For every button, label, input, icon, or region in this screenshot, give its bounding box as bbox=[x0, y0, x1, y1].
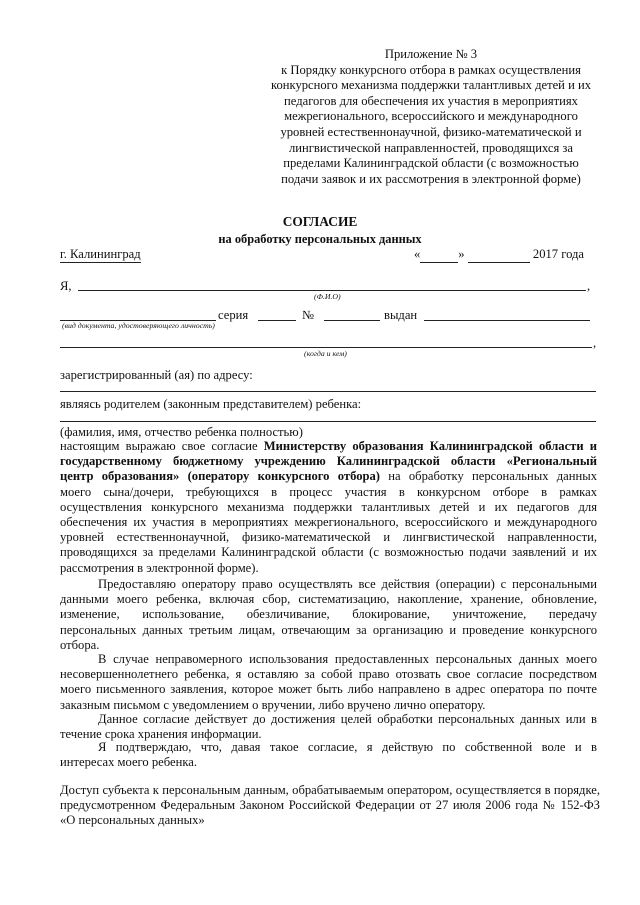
child-hint: (фамилия, имя, отчество ребенка полностью) bbox=[60, 425, 303, 439]
confirm-line: Я подтверждаю, что, давая такое согласие, я действую по собственной воле и в bbox=[98, 740, 597, 754]
year-label: 2017 года bbox=[532, 247, 585, 261]
appendix-line: к Порядку конкурсного отбора в рамках осуществления bbox=[281, 62, 581, 77]
appendix-line: педагогов для обеспечения их участия в мероприятиях bbox=[284, 93, 578, 108]
validity-paragraph bbox=[60, 712, 597, 742]
document-title: СОГЛАСИЕ bbox=[282, 214, 358, 229]
month-blank[interactable] bbox=[468, 247, 530, 263]
seriya-label: серия bbox=[218, 308, 249, 322]
vydan-label: выдан bbox=[384, 308, 418, 322]
address-field[interactable] bbox=[60, 391, 596, 392]
consent-line: рассмотрения в электронной форме). bbox=[60, 560, 259, 575]
appendix-line: межрегионального, всероссийского и международного bbox=[284, 109, 578, 124]
appendix-line: конкурсного механизма поддержки талантливых детей и их bbox=[270, 78, 591, 93]
parent-label: являясь родителем (законным представителем) ребенка: bbox=[60, 397, 362, 411]
revoke-line: заказным письмом с уведомлением о вручении, либо вручено лично оператору. bbox=[60, 697, 486, 712]
rights-line: Предоставляю оператору право осуществлять все действия (операции) с персональными bbox=[98, 577, 597, 591]
fio-hint: (Ф.И.О) bbox=[314, 292, 341, 301]
revoke-line: несовершеннолетнего ребенка, я оставляю за собой право отозвать свое согласие посредством bbox=[60, 667, 597, 682]
series-field[interactable] bbox=[258, 320, 296, 321]
issued-by-field[interactable] bbox=[424, 320, 590, 321]
consent-line: центр образования» (оператору конкурсного отбора) на обработку персональных данных bbox=[60, 469, 597, 484]
consent-paragraph bbox=[60, 439, 597, 576]
appendix-line: подачи заявок и их рассмотрения в электронной форме) bbox=[281, 171, 581, 186]
consent-line: настоящим выражаю свое согласие Министерству образования Калининградской области и bbox=[60, 439, 598, 453]
document-hint: (вид документа, удостоверяющего личность) bbox=[62, 321, 215, 330]
footer-line: «О персональных данных» bbox=[60, 813, 205, 828]
comma: , bbox=[593, 336, 597, 350]
revoke-paragraph bbox=[60, 652, 597, 713]
appendix-line: пределами Калининградской области (с возможностью bbox=[283, 156, 579, 171]
comma: , bbox=[587, 279, 591, 293]
consent-line: проводящихся за пределами Калининградской области (с возможностью подачи заявлений и их bbox=[60, 545, 597, 560]
number-field[interactable] bbox=[324, 320, 380, 321]
registered-label: зарегистрированный (ая) по адресу: bbox=[60, 368, 253, 382]
number-label: № bbox=[302, 308, 315, 322]
rights-paragraph bbox=[60, 577, 597, 653]
rights-line: отбора. bbox=[60, 637, 100, 652]
consent-line: уровней естественнонаучной, физико-математической и лингвистической направленности, bbox=[60, 530, 597, 545]
ya-label: Я, bbox=[60, 279, 72, 293]
footer-line: Доступ субъекта к персональным данным, обрабатываемым оператором, осуществляется в порядке, bbox=[60, 783, 600, 797]
appendix-header bbox=[266, 47, 596, 187]
confirm-paragraph bbox=[60, 740, 597, 770]
date-close-quote: » bbox=[458, 247, 465, 261]
appendix-line: Приложение № 3 bbox=[384, 47, 478, 61]
validity-line: течение срока хранения информации. bbox=[60, 727, 262, 742]
issued-when-field[interactable] bbox=[60, 347, 592, 348]
fio-field[interactable] bbox=[78, 290, 586, 291]
consent-line: обеспечения их участия в мероприятиях межрегионального, всероссийского и международного bbox=[60, 515, 597, 530]
child-name-field[interactable] bbox=[60, 421, 596, 422]
rights-line: персональных данных третьим лицам, отвечающим за организацию и проведение конкурсного bbox=[60, 622, 597, 637]
document-subtitle: на обработку персональных данных bbox=[218, 232, 422, 246]
validity-line: Данное согласие действует до достижения целей обработки персональных данных или в bbox=[98, 712, 597, 726]
day-blank[interactable] bbox=[420, 247, 458, 263]
rights-line: изменение, использование, обезличивание, блокирование, уничтожение, передачу bbox=[60, 607, 597, 622]
revoke-line: В случае неправомерного использования предоставленных персональных данных моего bbox=[98, 652, 597, 666]
consent-line: государственному бюджетному учреждению Калининградской области «Региональный bbox=[60, 454, 597, 469]
consent-line: осуществления конкурсного механизма поддержки талантливых детей и их педагогов для bbox=[60, 499, 597, 514]
footer-paragraph bbox=[60, 783, 600, 829]
appendix-line: лингвистической направленностей, проводящихся за bbox=[289, 140, 573, 155]
date-open-quote: « bbox=[414, 247, 421, 261]
date-field[interactable] bbox=[414, 247, 584, 263]
footer-line: предусмотренном Федеральным Законом Российской Федерации от 27 июля 2006 года № 152-ФЗ bbox=[60, 798, 600, 813]
confirm-line: интересах моего ребенка. bbox=[60, 755, 197, 770]
rights-line: данными моего ребенка, включая сбор, систематизацию, накопление, хранение, обновление, bbox=[60, 592, 597, 607]
when-hint: (когда и кем) bbox=[304, 349, 347, 358]
appendix-line: уровней естественнонаучной, физико-математической и bbox=[280, 124, 582, 139]
consent-line: моего сына/дочери, требующихся в процесс участия в конкурсном отборе в рамках bbox=[60, 484, 597, 499]
revoke-line: моего письменного заявления, которое может быть либо направлено в адрес оператора по почте bbox=[60, 682, 597, 697]
city-label: г. Калининград bbox=[60, 247, 141, 261]
